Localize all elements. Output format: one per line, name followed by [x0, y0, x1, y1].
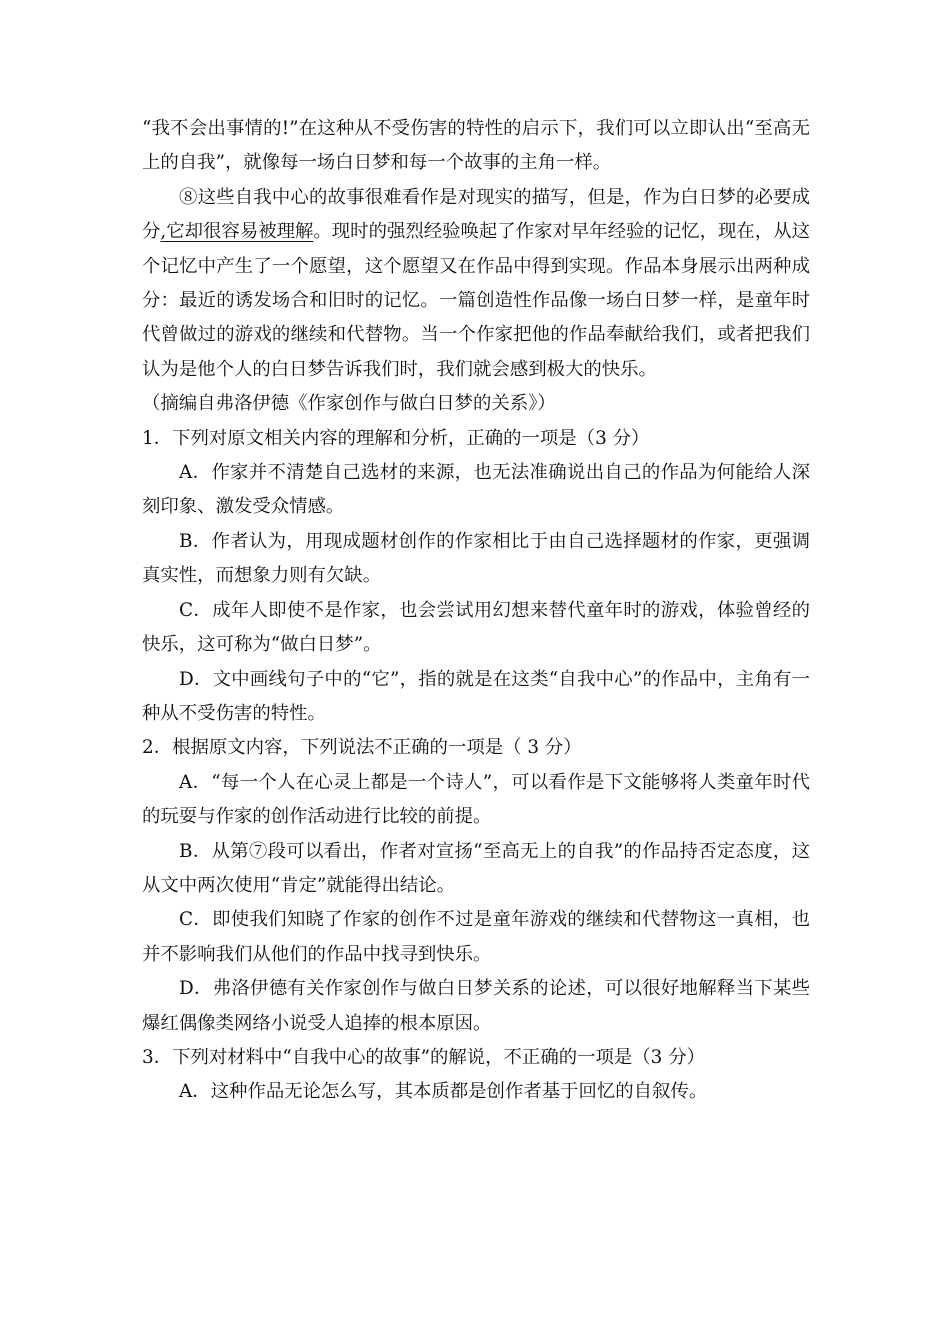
question-2-option-c: C．即使我们知晓了作家的创作不过是童年游戏的继续和代替物这一真相，也并不影响我们从他们的作品中找寻到快乐。	[142, 909, 810, 965]
question-2-option-d: D．弗洛伊德有关作家创作与做白日梦关系的论述，可以很好地解释当下某些爆红偶像类网络小说受人追捧的根本原因。	[142, 978, 810, 1034]
passage-source: （摘编自弗洛伊德《作家创作与做白日梦的关系》）	[142, 393, 556, 415]
question-2-option-b: B．从第⑦段可以看出，作者对宣扬“至高无上的自我”的作品持否定态度，这从文中两次使用“肯定”就能得出结论。	[142, 840, 810, 896]
paragraph-8-text-before: ⑧这些自我中心的故事很难看作是对现实的描写，但是，作为白日梦的必要成分	[142, 186, 810, 243]
passage-paragraph-tail: “我不会出事情的!”在这种从不受伤害的特性的启示下，我们可以立即认出“至高无上的自我”，就像每一场白日梦和每一个故事的主角一样。	[142, 118, 810, 174]
question-2-option-a: A．“每一个人在心灵上都是一个诗人”，可以看作是下文能够将人类童年时代的玩耍与作家的创作活动进行比较的前提。	[142, 771, 810, 828]
question-1-option-c: C．成年人即使不是作家，也会尝试用幻想来替代童年时的游戏，体验曾经的快乐，这可称为“做白日梦”。	[142, 599, 810, 656]
question-1-option-d: D．文中画线句子中的“它”，指的就是在这类“自我中心”的作品中，主角有一种从不受伤害的特性。	[142, 668, 810, 724]
question-1-option-b: B．作者认为，用现成题材创作的作家相比于由自己选择题材的作家，更强调真实性，而想象力则有欠缺。	[142, 530, 810, 587]
question-1-option-a: A．作家并不清楚自己选材的来源，也无法准确说出自己的作品为何能给人深刻印象、激发受众情感。	[142, 462, 810, 518]
underlined-sentence: ,它却很容易被理解	[160, 221, 314, 243]
question-1-stem: 1．下列对原文相关内容的理解和分析，正确的一项是（3 分）	[142, 427, 650, 449]
paragraph-8-text-after: 。现时的强烈经验唤起了作家对早年经验的记忆，现在，从这个记忆中产生了一个愿望，这个愿望又在作品中得到实现。作品本身展示出两种成分：最近的诱发场合和旧时的记忆。一篇创造性作品像一场白日梦一样，是童年时代曾做过的游戏的继续和代替物。当一个作家把他的作品奉献给我们，或者把我们认为是他个人的白日梦告诉我们时，我们就会感到极大的快乐。	[142, 221, 810, 380]
question-3-stem: 3．下列对材料中“自我中心的故事”的解说，不正确的一项是（3 分）	[142, 1046, 705, 1068]
question-3-option-a: A．这种作品无论怎么写，其本质都是创作者基于回忆的自叙传。	[179, 1081, 708, 1103]
document-page	[142, 112, 810, 1110]
passage-paragraph-8	[142, 181, 810, 387]
question-2-stem: 2．根据原文内容，下列说法不正确的一项是（ 3 分）	[142, 737, 582, 759]
